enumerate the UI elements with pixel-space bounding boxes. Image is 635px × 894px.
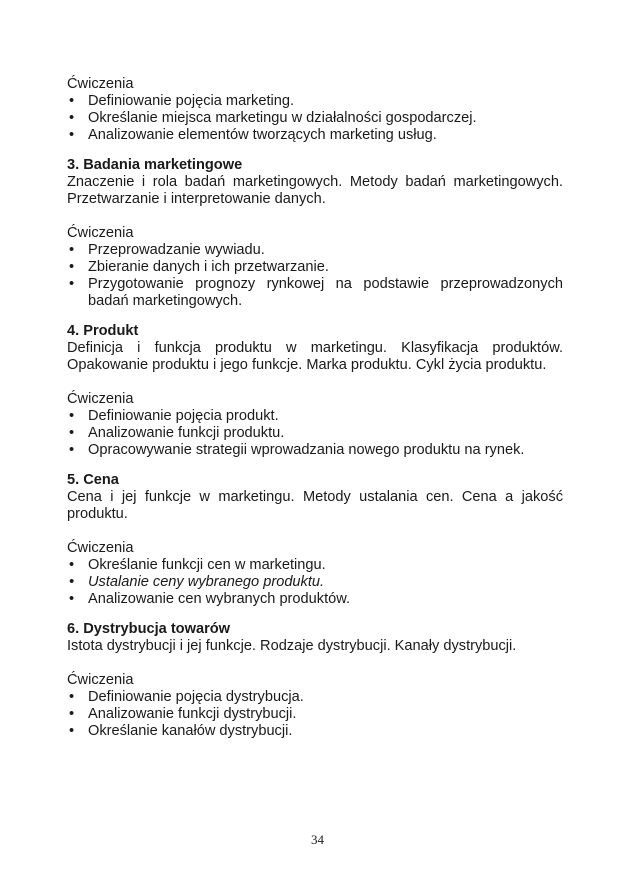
list-item: • Opracowywanie strategii wprowadzania nowego produktu na rynek. (67, 442, 563, 459)
section-body: Definicja i funkcja produktu w marketingu. Klasyfikacja produktów. Opakowanie produktu i jego funkcje. Marka produktu. Cykl życia produktu. (67, 340, 563, 373)
page-number: 34 (311, 832, 324, 847)
list-item: • Określanie kanałów dystrybucji. (67, 723, 563, 740)
section-exercises-intro (67, 76, 563, 144)
list-item: • Definiowanie pojęcia marketing. (67, 93, 563, 110)
list-item: • Przygotowanie prognozy rynkowej na podstawie przeprowadzonych badań marketingowych. (67, 276, 563, 310)
exercises-list (67, 242, 563, 310)
exercises-list (67, 557, 563, 608)
section-heading: 5. Cena (67, 472, 119, 488)
section-badania-marketingowe (67, 157, 563, 310)
list-item: • Zbieranie danych i ich przetwarzanie. (67, 259, 563, 276)
exercises-title: Ćwiczenia (67, 391, 134, 407)
list-item: • Ustalanie ceny wybranego produktu. (67, 574, 563, 591)
list-item: • Definiowanie pojęcia dystrybucja. (67, 689, 563, 706)
section-cena (67, 472, 563, 608)
list-item: • Analizowanie elementów tworzących marketing usług. (67, 127, 563, 144)
exercises-title: Ćwiczenia (67, 76, 134, 92)
exercises-list (67, 689, 563, 740)
list-item: • Określanie miejsca marketingu w działalności gospodarczej. (67, 110, 563, 127)
page-content (67, 76, 563, 740)
section-heading: 4. Produkt (67, 323, 139, 339)
section-dystrybucja-towarow (67, 621, 563, 740)
list-item: • Definiowanie pojęcia produkt. (67, 408, 563, 425)
exercises-list (67, 408, 563, 459)
exercises-title: Ćwiczenia (67, 540, 134, 556)
list-item: • Analizowanie cen wybranych produktów. (67, 591, 563, 608)
section-body: Znaczenie i rola badań marketingowych. Metody badań marketingowych. Przetwarzanie i interpretowanie danych. (67, 174, 563, 207)
section-heading: 6. Dystrybucja towarów (67, 621, 231, 637)
list-item: • Analizowanie funkcji dystrybucji. (67, 706, 563, 723)
exercises-list (67, 93, 563, 144)
section-heading: 3. Badania marketingowe (67, 157, 243, 173)
section-body: Istota dystrybucji i jej funkcje. Rodzaje dystrybucji. Kanały dystrybucji. (67, 638, 517, 654)
list-item: • Przeprowadzanie wywiadu. (67, 242, 563, 259)
exercises-title: Ćwiczenia (67, 225, 134, 241)
exercises-title: Ćwiczenia (67, 672, 134, 688)
list-item: • Określanie funkcji cen w marketingu. (67, 557, 563, 574)
list-item: • Analizowanie funkcji produktu. (67, 425, 563, 442)
section-produkt (67, 323, 563, 459)
section-body: Cena i jej funkcje w marketingu. Metody ustalania cen. Cena a jakość produktu. (67, 489, 563, 522)
